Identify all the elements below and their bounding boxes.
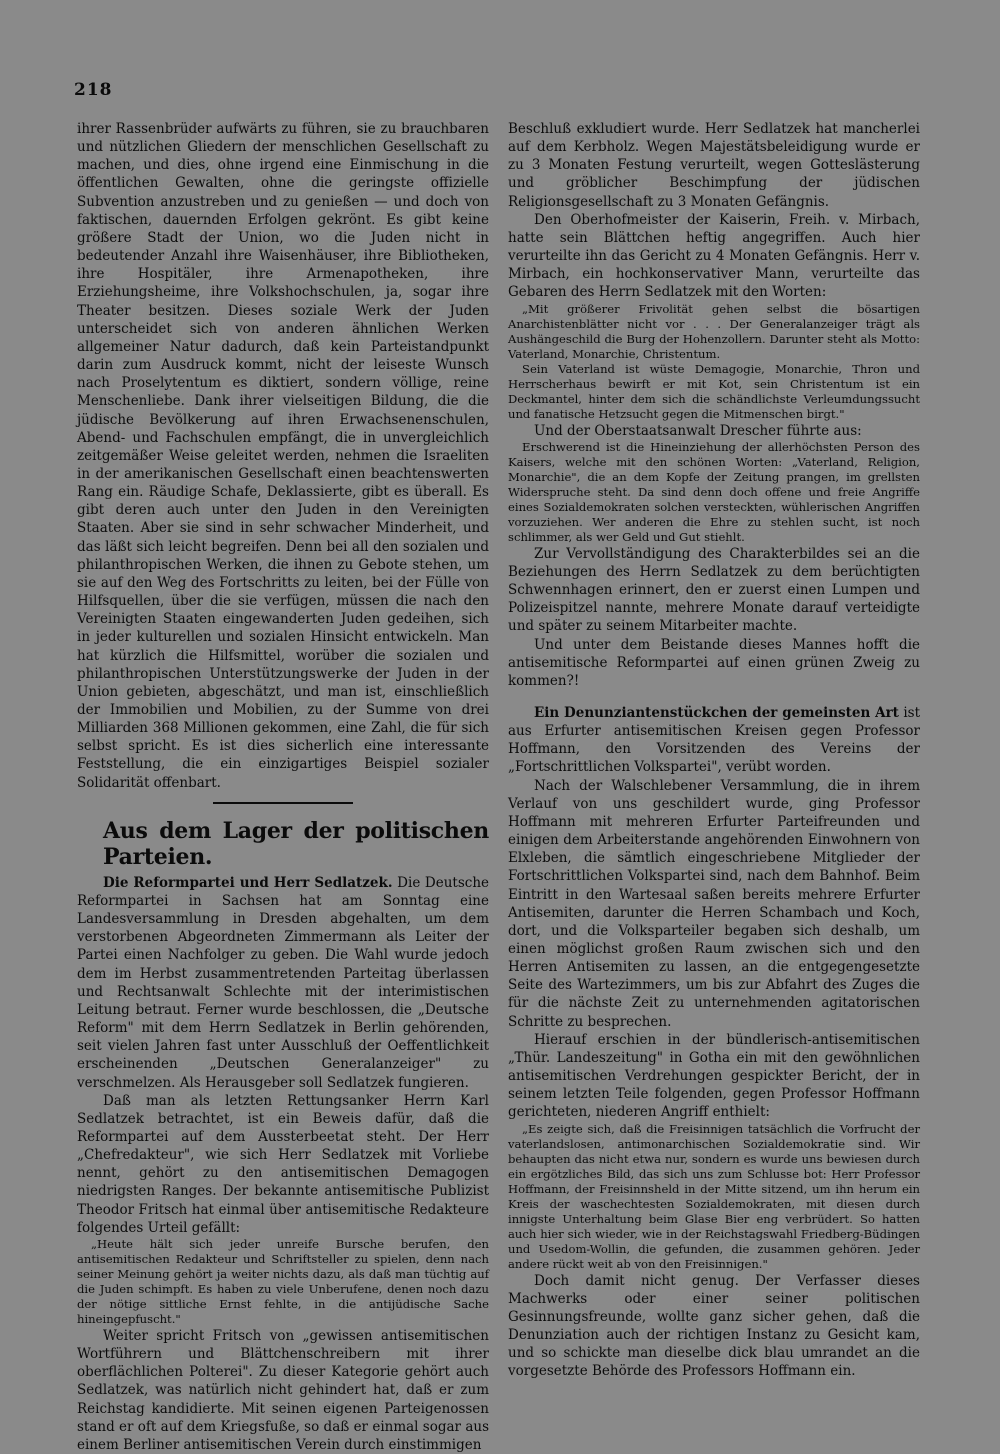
section-divider xyxy=(213,802,353,804)
paragraph: Und der Oberstaatsanwalt Drescher führte aus: xyxy=(534,422,862,439)
spacer xyxy=(508,690,920,704)
paragraph-text: Die Deutsche Reformpartei in Sachsen hat am Sonntag eine Landesversammlung in Dresden abgehalten, um dem verstorbenen Abgeordneten Zimmermann als Leiter der Partei einen Nachfolger zu geben. Die Wahl wurde jedoch dem im Herbst zusammentretenden Parteitag überlassen und Rechtsanwalt Schlechte mit der interimistischen Leitung betraut. Ferner wurde beschlossen, die „Deutsche Reform" mit dem Herrn Sedlatzek in Berlin gehörenden, seit vielen Jahren fast unter Ausschluß der Oeffentlichkeit erscheinenden „Deutschen Generalanzeiger" zu verschmelzen. Als Herausgeber soll Sedlatzek fungieren. xyxy=(77,874,490,1091)
block-quote: „Mit größerer Frivolität gehen selbst die bösartigen Anarchistenblätter nicht vor . . . Der Generalanzeiger trägt als Aushängeschild die Burg der Hohenzollern. Darunter steht als Motto: Vaterland, Monarchie, Christentum. xyxy=(508,301,920,361)
paragraph xyxy=(508,704,920,777)
paragraph: Weiter spricht Fritsch von „gewissen antisemitischen Wortführern und Blättchenschreibern mit ihrer oberflächlichen Polterei". Zu dieser Kategorie gehört auch Sedlatzek, was natürlich nicht gehindert hat, daß er zum Reichstag kandidierte. Mit seinen eigenen Parteigenossen stand er oft auf dem Kriegsfuße, so daß er einmal sogar aus einem Berliner antisemitischen Verein durch einstimmigen xyxy=(77,1327,489,1453)
paragraph: Zur Vervollständigung des Charakterbildes sei an die Beziehungen des Herrn Sedlatzek zu dem berüchtigten Schwennhagen erinnert, den er zuerst einen Lumpen und Polizeispitzel nannte, mehrere Monate darauf verteidigte und später zu seinem Mitarbeiter machte. xyxy=(508,545,920,635)
paragraph: Daß man als letzten Rettungsanker Herrn Karl Sedlatzek betrachtet, ist ein Beweis dafür, daß die Reformpartei auf dem Aussterbeetat steht. Der Herr „Chefredakteur", wie sich Herr Sedlatzek mit Vorliebe nennt, gehört zu den antisemitischen Demagogen niedrigsten Ranges. Der bekannte antisemitische Publizist Theodor Fritsch hat einmal über antisemitische Redakteure folgendes Urteil gefällt: xyxy=(77,1092,489,1236)
block-quote: Sein Vaterland ist wüste Demagogie, Monarchie, Thron und Herrscherhaus bewirft er mit Kot, sein Christentum ist ein Deckmantel, hinter dem sich die schändlichste Verleumdungssucht und fanatische Hetzsucht gegen die Mitmenschen birgt." xyxy=(508,361,920,421)
run-in-heading: Ein Denunziantenstückchen der gemeinsten Art xyxy=(534,704,899,721)
paragraph xyxy=(77,874,489,1092)
paragraph: Doch damit nicht genug. Der Verfasser dieses Machwerks oder einer seiner politischen Gesinnungsfreunde, wollte ganz sicher gehen, daß die Denunziation auch der richtigen Instanz zu Gesicht kam, und so schickte man dieselbe dick blau umrandet an die vorgesetzte Behörde des Professors Hoffmann ein. xyxy=(508,1272,920,1380)
right-column xyxy=(508,120,920,1381)
section-heading: Aus dem Lager der politischen Parteien. xyxy=(103,817,489,870)
paragraph: Beschluß exkludiert wurde. Herr Sedlatzek hat mancherlei auf dem Kerbholz. Wegen Majestätsbeleidigung wurde er zu 3 Monaten Festung verurteilt, wegen Gotteslästerung und gröblicher Beschimpfung der jüdischen Religionsgesellschaft zu 3 Monaten Gefängnis. xyxy=(508,121,920,210)
page-number: 218 xyxy=(74,80,113,100)
block-quote: „Es zeigte sich, daß die Freisinnigen tatsächlich die Vorfrucht der vaterlandslosen, antimonarchischen Sozialdemokratie sind. Wir behaupten das nicht etwa nur, sondern es wurde uns bewiesen durch ein ergötzliches Bild, das sich uns zum Schlusse bot: Herr Professor Hoffmann, der Freisinnsheld in der Mitte sitzend, um ihn herum ein Kreis der waschechtesten Sozialdemokraten, mit diesen durch innigste Unterhaltung beim Glase Bier eng verbrüdert. So hatten auch hier sich wieder, wie in der Reichstagswahl Friedberg-Büdingen und Usedom-Wollin, die gefunden, die zusammen gehören. Jeder andere rückt weit ab von den Freisinnigen." xyxy=(508,1121,920,1271)
paragraph: ihrer Rassenbrüder aufwärts zu führen, sie zu brauchbaren und nützlichen Gliedern der menschlichen Gesellschaft zu machen, und dies, ohne irgend eine Einmischung in die öffentlichen Gewalten, ohne die geringste offizielle Subvention anzustreben und zu genießen — und doch von faktischen, dauernden Erfolgen gekrönt. Es gibt keine größere Stadt der Union, wo die Juden nicht in bedeutender Anzahl ihre Waisenhäuser, ihre Bibliotheken, ihre Hospitäler, ihre Armenapotheken, ihre Erziehungsheime, ihre Volkshochschulen, ja, sogar ihre Theater besitzen. Dieses soziale Werk der Juden unterscheidet sich von anderen ähnlichen Werken allgemeiner Natur dadurch, daß kein Parteistandpunkt darin zum Ausdruck kommt, nicht der leiseste Wunsch nach Proselytentum es diktiert, sondern völlige, reine Menschenliebe. Dank ihrer vielseitigen Bildung, die die jüdische Bevölkerung auf ihren Erwachsenenschulen, Abend- und Fachschulen empfängt, die in unvergleichlich zeitgemäßer Weise geleitet werden, nehmen die Israeliten in der amerikanischen Gesellschaft einen beachtenswerten Rang ein. Räudige Schafe, Deklassierte, gibt es überall. Es gibt deren auch unter den Juden in den Vereinigten Staaten. Aber sie sind in sehr schwacher Minderheit, und das läßt sich leicht begreifen. Denn bei all den sozialen und philanthropischen Werken, die ihnen zu Gebote stehen, um sie auf den Weg des Fortschritts zu leiten, bei der Fülle von Hilfsquellen, über die sie verfügen, müssen die nach den Vereinigten Staaten eingewanderten Juden gedeihen, sich in jeder kulturellen und sozialen Hinsicht entwickeln. Man hat kürzlich die Hilfsmittel, worüber die sozialen und philanthropischen Unterstützungswerke der Juden in der Union gebieten, abgeschätzt, und man ist, einschließlich der Immobilien und Mobilien, zu der Summe von drei Milliarden 368 Millionen gekommen, eine Zahl, die für sich selbst spricht. Es ist dies sicherlich eine interessante Feststellung, die ein einzigartiges Beispiel sozialer Solidarität offenbart. xyxy=(77,121,489,791)
paragraph: Hierauf erschien in der bündlerisch-antisemitischen „Thür. Landeszeitung" in Gotha ein mit den gewöhnlichen antisemitischen Verdrehungen gespickter Bericht, der in seinem letzten Teile folgenden, gegen Professor Hoffmann gerichteten, niederen Angriff enthielt: xyxy=(508,1031,920,1121)
left-column xyxy=(77,120,489,1454)
paragraph: Nach der Walschlebener Versammlung, die in ihrem Verlauf von uns geschildert wurde, ging Professor Hoffmann mit mehreren Erfurter Parteifreunden und einigen dem Arbeiterstande angehörenden Einwohnern von Elxleben, die sämtlich eingeschriebene Mitglieder der Fortschrittlichen Volkspartei sind, nach dem Bahnhof. Beim Eintritt in den Wartesaal saßen bereits mehrere Erfurter Antisemiten, darunter die Herren Schambach und Koch, dort, und die Volksparteiler begaben sich deshalb, um einen möglichst großen Raum zwischen sich und den Herren Antisemiten zu lassen, an die entgegengesetzte Seite des Wartezimmers, um bis zur Abfahrt des Zuges die für die nächste Zeit zu unternehmenden agitatorischen Schritte zu besprechen. xyxy=(508,777,920,1030)
block-quote: Erschwerend ist die Hineinziehung der allerhöchsten Person des Kaisers, welche mit den schönen Worten: „Vaterland, Religion, Monarchie", die an dem Kopfe der Zeitung prangen, im grellsten Widerspruche steht. Da sind denn doch offene und freie Angriffe eines Sozialdemokraten solchen versteckten, wühlerischen Angriffen vorzuziehen. Wer anderen die Ehre zu stehlen sucht, ist noch schlimmer, als wer Geld und Gut stiehlt. xyxy=(508,439,920,544)
paragraph: Den Oberhofmeister der Kaiserin, Freih. v. Mirbach, hatte sein Blättchen heftig angegriffen. Auch hier verurteilte ihn das Gericht zu 4 Monaten Gefängnis. Herr v. Mirbach, ein hochkonservativer Mann, verurteilte das Gebaren des Herrn Sedlatzek mit den Worten: xyxy=(508,211,920,301)
block-quote: „Heute hält sich jeder unreife Bursche berufen, den antisemitischen Redakteur und Schriftsteller zu spielen, denn nach seiner Meinung gehört ja weiter nichts dazu, als daß man tüchtig auf die Juden schimpft. Es haben zu viele Unberufene, denen noch dazu der nötige sittliche Ernst fehlte, in die antijüdische Sache hineingepfuscht." xyxy=(77,1236,489,1326)
paragraph: Und unter dem Beistande dieses Mannes hofft die antisemitische Reformpartei auf einen grünen Zweig zu kommen?! xyxy=(508,636,920,689)
run-in-heading: Die Reformpartei und Herr Sedlatzek. xyxy=(103,874,393,891)
paragraph-text: ist aus Erfurter antisemitischen Kreisen gegen Professor Hoffmann, den Vorsitzenden des Vereins der „Fortschrittlichen Volkspartei", verübt worden. xyxy=(508,704,920,776)
